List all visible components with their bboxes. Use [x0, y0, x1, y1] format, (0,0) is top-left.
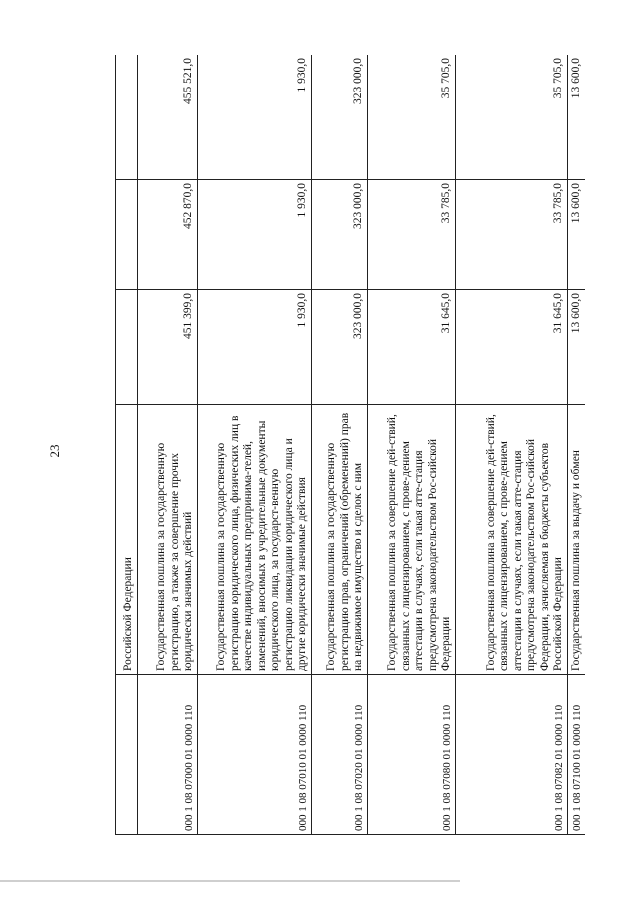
- row-value-3: 323 000,0: [312, 55, 368, 180]
- table-row: [312, 55, 368, 835]
- row-code: 000 1 08 07080 01 0000 110: [368, 675, 456, 835]
- row-value-1: 31 645,0: [456, 290, 568, 405]
- row-value-1: 451 399,0: [138, 290, 198, 405]
- row-name: Государственная пошлина за государственную регистрацию прав, ограничений (обременений) прав на недвижимое имущество и сделок с ним: [312, 405, 368, 675]
- row-value-2: 323 000,0: [312, 180, 368, 290]
- row-value-3: 13 600,0: [568, 55, 586, 180]
- budget-table-container: [115, 55, 585, 835]
- row-name: Государственная пошлина за выдачу и обмен: [568, 405, 586, 675]
- row-code: 000 1 08 07020 01 0000 110: [312, 675, 368, 835]
- row-code: 000 1 08 07000 01 0000 110: [138, 675, 198, 835]
- row-value-3: 35 705,0: [456, 55, 568, 180]
- row-name: Государственная пошлина за государственную регистрацию юридического лица, физических лиц в качестве индивидуальных предпринима-телей, изменений, вносимых в учредительные документы юридического лица, за государст-венную регистрацию ликвидации юридического лица и другие юридически значимые действия: [198, 405, 312, 675]
- row-value-3: [116, 55, 138, 180]
- row-value-2: 1 930,0: [198, 180, 312, 290]
- row-value-3: 455 521,0: [138, 55, 198, 180]
- table-row: [568, 55, 586, 835]
- row-value-1: 13 600,0: [568, 290, 586, 405]
- page-number: 23: [47, 444, 62, 458]
- table-row: [368, 55, 456, 835]
- row-value-2: 13 600,0: [568, 180, 586, 290]
- row-code: 000 1 08 07082 01 0000 110: [456, 675, 568, 835]
- budget-revenue-table: [115, 55, 585, 835]
- row-value-2: 33 785,0: [368, 180, 456, 290]
- row-value-3: 35 705,0: [368, 55, 456, 180]
- row-code: [116, 675, 138, 835]
- row-code: 000 1 08 07010 01 0000 110: [198, 675, 312, 835]
- row-value-1: 323 000,0: [312, 290, 368, 405]
- row-value-1: 1 930,0: [198, 290, 312, 405]
- row-name: Государственная пошлина за совершение дей-ствий, связанных с лицензированием, с прове-дением аттестации в случаях, если такая атте-стация предусмотрена законодательством Рос-сийской Федерации, зачисляемая в бюджеты субъектов Российской Федерации: [456, 405, 568, 675]
- row-value-1: [116, 290, 138, 405]
- row-value-2: 33 785,0: [456, 180, 568, 290]
- table-row: [198, 55, 312, 835]
- row-value-1: 31 645,0: [368, 290, 456, 405]
- row-value-3: 1 930,0: [198, 55, 312, 180]
- row-name: Государственная пошлина за совершение дей-ствий, связанных с лицензированием, с прове-дением аттестации в случаях, если такая атте-стация предусмотрена законодательством Рос-сийской Федерации: [368, 405, 456, 675]
- rotated-table-frame: [115, 55, 585, 835]
- row-value-2: 452 870,0: [138, 180, 198, 290]
- table-row: [116, 55, 138, 835]
- row-code: 000 1 08 07100 01 0000 110: [568, 675, 586, 835]
- scan-edge-line: [0, 880, 460, 882]
- row-value-2: [116, 180, 138, 290]
- table-row: [456, 55, 568, 835]
- row-name: Российской Федерации: [116, 405, 138, 675]
- table-row: [138, 55, 198, 835]
- row-name: Государственная пошлина за государственную регистрацию, а также за совершение прочих юридически значимых действий: [138, 405, 198, 675]
